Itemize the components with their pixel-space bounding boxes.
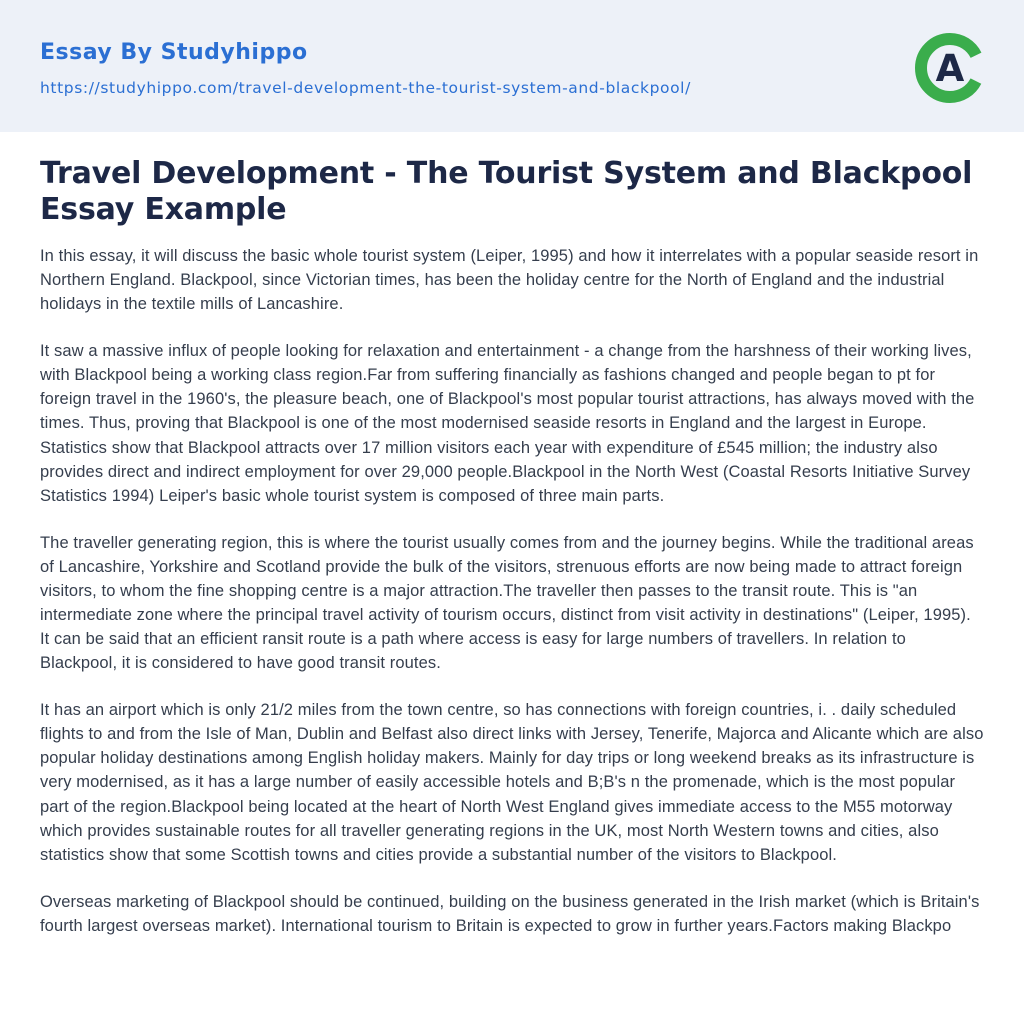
essay-paragraph: Overseas marketing of Blackpool should be continued, building on the business generated in the Irish market (which is Britain's fourth largest overseas market). International tourism to Britain is expected to grow in further years.Factors making Blackpo: [40, 892, 980, 935]
essay-content: [0, 132, 1024, 978]
essay-paragraph: The traveller generating region, this is where the tourist usually comes from and the journey begins. While the traditional areas of Lancashire, Yorkshire and Scotland provide the bulk of the visitors, strenuous efforts are now being made to attract foreign visitors, to whom the fine shopping centre is a major attraction.The traveller then passes to the transit route. This is "an intermediate zone where the principal travel activity of tourism occurs, distinct from visit activity in destinations" (Leiper, 1995). It can be said that an efficient ransit route is a path where access is easy for large numbers of travellers. In relation to Blackpool, it is considered to have good transit routes.: [40, 533, 974, 673]
page-header: [0, 0, 1024, 132]
site-label: Essay By Studyhippo: [40, 39, 308, 65]
header-text-block: [40, 40, 691, 97]
studyhippo-logo: [914, 32, 986, 104]
logo-letter: A: [935, 47, 965, 90]
essay-paragraph: In this essay, it will discuss the basic whole tourist system (Leiper, 1995) and how it interrelates with a popular seaside resort in Northern England. Blackpool, since Victorian times, has been the holiday centre for the North of England and the industrial holidays in the textile mills of Lancashire.: [40, 247, 979, 314]
source-url-link[interactable]: https://studyhippo.com/travel-development-the-tourist-system-and-blackpool/: [40, 78, 691, 97]
essay-title: Travel Development - The Tourist System and Blackpool Essay Example: [40, 156, 973, 227]
essay-body: [40, 244, 984, 938]
logo-graphic: [914, 32, 986, 104]
essay-paragraph: It has an airport which is only 21/2 miles from the town centre, so has connections with foreign countries, i. . daily scheduled flights to and from the Isle of Man, Dublin and Belfast also direct links with Jersey, Tenerife, Majorca and Alicante which are also popular holiday destinations among English holiday makers. Mainly for day trips or long weekend breaks as its infrastructure is very modernised, as it has a large number of easily accessible hotels and B;B's n the promenade, which is the most popular part of the region.Blackpool being located at the heart of North West England gives immediate access to the M55 motorway which provides sustainable routes for all traveller generating regions in the UK, most North Western towns and cities, also statistics show that some Scottish towns and cities provide a substantial number of the visitors to Blackpool.: [40, 701, 984, 864]
essay-paragraph: It saw a massive influx of people looking for relaxation and entertainment - a change from the harshness of their working lives, with Blackpool being a working class region.Far from suffering financially as fashions changed and people began to pt for foreign travel in the 1960's, the pleasure beach, one of Blackpool's most popular tourist attractions, has always moved with the times. Thus, proving that Blackpool is one of the most modernised seaside resorts in England and the largest in Europe. Statistics show that Blackpool attracts over 17 million visitors each year with expenditure of £545 million; the industry also provides direct and indirect employment for over 29,000 people.Blackpool in the North West (Coastal Resorts Initiative Survey Statistics 1994) Leiper's basic whole tourist system is composed of three main parts.: [40, 342, 975, 505]
